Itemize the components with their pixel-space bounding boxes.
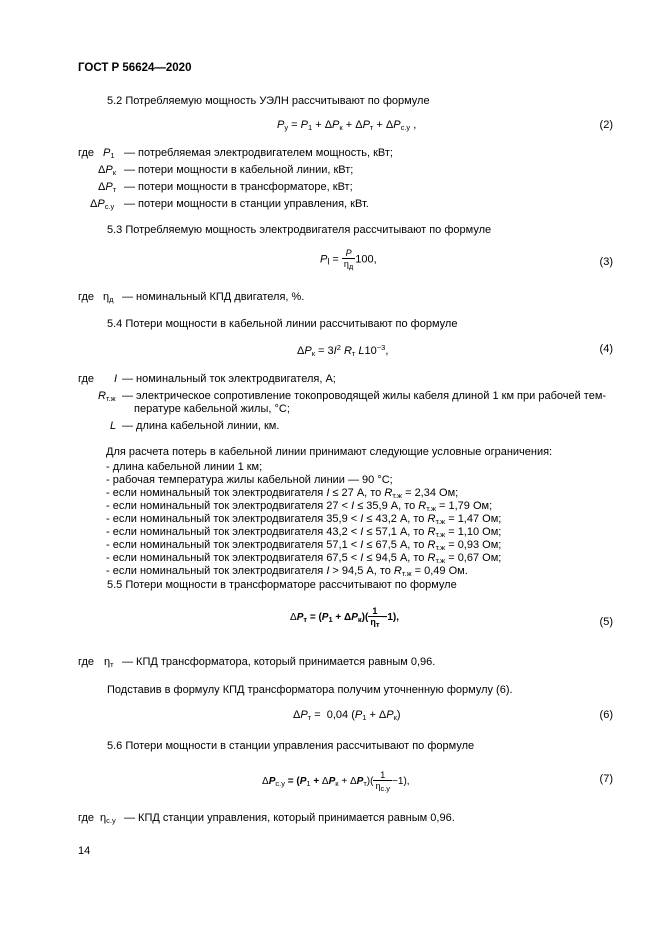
symbol-eta-su: $\eta_{с.у}$ xyxy=(100,812,116,825)
substitution-text: Подставив в формулу КПД трансформатора получим уточненную формулу (6). xyxy=(107,684,513,696)
definition-eta-d: — номинальный КПД двигателя, %. xyxy=(122,291,305,303)
limit-item: - если номинальный ток электродвигателя I > 94,5 А, то $R_{т.ж} = 0,49$ Ом. xyxy=(106,565,468,578)
symbol-dpsu: $\Delta P_{с.у}$ xyxy=(90,198,115,211)
limit-item: - если номинальный ток электродвигателя 35,9 < I ≤ 43,2 А, то $R_{т.ж} = 1,47$ Ом; xyxy=(106,513,502,526)
equation-number-3: (3) xyxy=(599,256,613,268)
equation-number-2: (2) xyxy=(599,119,613,131)
page-number: 14 xyxy=(78,845,91,857)
symbol-eta-t: $\eta_т$ xyxy=(104,656,114,669)
limit-item: - рабочая температура жилы кабельной линии — 90 °С; xyxy=(106,474,393,486)
where-label: где xyxy=(78,656,95,668)
limit-item: - если номинальный ток электродвигателя I ≤ 27 А, то $R_{т.ж} = 2,34$ Ом; xyxy=(106,487,459,500)
section-5-3-intro: 5.3 Потребляемую мощность электродвигателя рассчитывают по формуле xyxy=(107,224,492,236)
definition-eta-su: — КПД станции управления, который принимается равным 0,96. xyxy=(124,812,455,824)
section-5-5-intro: 5.5 Потери мощности в трансформаторе рассчитывают по формуле xyxy=(107,579,457,591)
where-label: где xyxy=(78,812,95,824)
definition-p1: — потребляемая электродвигателем мощность, кВт; xyxy=(124,147,393,159)
document-header: ГОСТ Р 56624—2020 xyxy=(78,62,192,74)
section-5-6-intro: 5.6 Потери мощности в станции управления рассчитывают по формуле xyxy=(107,740,475,752)
definition-i: — номинальный ток электродвигателя, А; xyxy=(122,373,336,385)
formula-3: $P_l$ = $\frac{P}{\eta_д}$ 100, xyxy=(320,248,377,271)
symbol-p1: $P_1$ xyxy=(103,147,115,160)
symbol-eta-d: $\eta_д$ xyxy=(103,291,114,304)
definition-l: — длина кабельной линии, км. xyxy=(122,420,280,432)
equation-number-5: (5) xyxy=(599,616,613,628)
where-label: где xyxy=(78,291,95,303)
formula-4: $\Delta P_к = 3I^2$ $R_т$ $L10^{-3}$, xyxy=(297,343,389,358)
symbol-l: L xyxy=(110,420,117,432)
definition-dpsu: — потери мощности в станции управления, кВт. xyxy=(124,198,369,210)
symbol-dpk: $\Delta P_к$ xyxy=(98,164,116,177)
limit-item: - длина кабельной линии 1 км; xyxy=(106,461,263,473)
symbol-i: I xyxy=(114,373,118,385)
definition-rtzh-line-2: пературе кабельной жилы, °С; xyxy=(134,403,290,415)
section-5-4-intro: 5.4 Потери мощности в кабельной линии рассчитывают по формуле xyxy=(107,318,458,330)
equation-number-7: (7) xyxy=(599,773,613,785)
definition-dpt: — потери мощности в трансформаторе, кВт; xyxy=(124,181,353,193)
symbol-rtzh: $R_{т.ж}$ xyxy=(98,390,116,403)
limits-intro: Для расчета потерь в кабельной линии принимают следующие условные ограничения: xyxy=(106,446,553,458)
symbol-dpt: $\Delta P_т$ xyxy=(98,181,117,194)
equation-number-6: (6) xyxy=(599,709,613,721)
section-5-2-intro: 5.2 Потребляемую мощность УЭЛН рассчитывают по формуле xyxy=(107,95,430,107)
formula-7: $\Delta P_{с.у} = (P_1 + \Delta P_к + \Delta P_т)$( $\frac{1}{\eta_{с.у}}$ −1), xyxy=(262,770,410,793)
definition-eta-t: — КПД трансформатора, который принимается равным 0,96. xyxy=(122,656,436,668)
equation-number-4: (4) xyxy=(599,343,613,355)
definition-dpk: — потери мощности в кабельной линии, кВт; xyxy=(124,164,354,176)
formula-6: $\Delta P_т = 0,04$ $(P_1 + \Delta P_к)$ xyxy=(293,709,401,722)
limit-item: - если номинальный ток электродвигателя 43,2 < I ≤ 57,1 А, то $R_{т.ж} = 1,10$ Ом; xyxy=(106,526,502,539)
limit-item: - если номинальный ток электродвигателя 67,5 < I ≤ 94,5 А, то $R_{т.ж} = 0,67$ Ом; xyxy=(106,552,502,565)
limit-item: - если номинальный ток электродвигателя 57,1 < I ≤ 67,5 А, то $R_{т.ж} = 0,93$ Ом; xyxy=(106,539,502,552)
formula-2: $P_у = P_1 + \Delta P_к + \Delta P_т + \Delta P_{с.у}$ , xyxy=(277,119,417,132)
definition-rtzh-line-1: — электрическое сопротивление токопроводящей жилы кабеля длиной 1 км при рабочей тем- xyxy=(122,390,607,402)
limit-item: - если номинальный ток электродвигателя 27 < I ≤ 35,9 А, то $R_{т.ж} = 1,79$ Ом; xyxy=(106,500,493,513)
formula-5: $\Delta P_т = (P_1 + \Delta P_к)$( $\frac{1}{\eta_т}$ −1), xyxy=(290,606,400,629)
where-label: где xyxy=(78,373,95,385)
where-label: где xyxy=(78,147,95,159)
